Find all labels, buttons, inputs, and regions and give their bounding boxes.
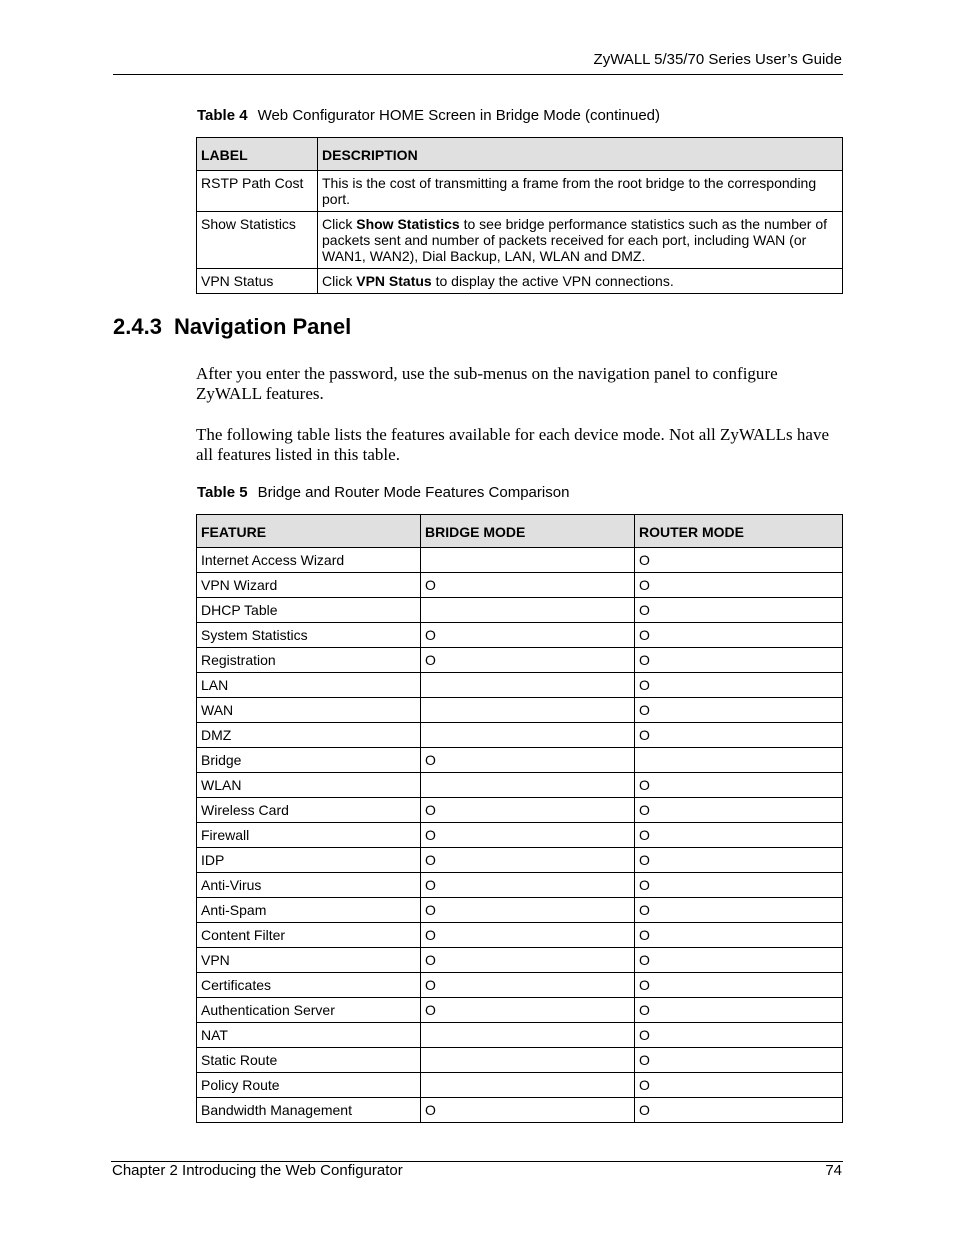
table5-cell-router-mode: O [635, 723, 843, 748]
table4-cell-label: VPN Status [197, 269, 318, 294]
table5-cell-feature: Policy Route [197, 1073, 421, 1098]
table5-cell-bridge-mode: O [421, 823, 635, 848]
table5-caption [197, 484, 569, 501]
table5-cell-feature: Firewall [197, 823, 421, 848]
table5-cell-bridge-mode: O [421, 898, 635, 923]
table-row [197, 998, 843, 1023]
table5-cell-feature: Bridge [197, 748, 421, 773]
table-row [197, 623, 843, 648]
table-row [197, 873, 843, 898]
table5-cell-bridge-mode: O [421, 573, 635, 598]
table5-cell-bridge-mode [421, 673, 635, 698]
table-row [197, 212, 843, 269]
table5-cell-feature: Registration [197, 648, 421, 673]
table5-cell-bridge-mode: O [421, 873, 635, 898]
table5-cell-router-mode: O [635, 923, 843, 948]
section-number: 2.4.3 [113, 314, 162, 339]
table-row [197, 573, 843, 598]
table5-cell-bridge-mode [421, 723, 635, 748]
table5-cell-feature: Static Route [197, 1048, 421, 1073]
table4-cell-description: This is the cost of transmitting a frame from the root bridge to the corresponding port. [318, 171, 843, 212]
table-row [197, 1048, 843, 1073]
table5 [196, 514, 843, 1123]
running-header-title: ZyWALL 5/35/70 Series User’s Guide [593, 51, 842, 68]
table5-caption-label: Table 5 [197, 484, 248, 501]
table-row [197, 923, 843, 948]
table5-cell-router-mode: O [635, 548, 843, 573]
table5-cell-bridge-mode [421, 598, 635, 623]
table5-cell-bridge-mode: O [421, 923, 635, 948]
table5-cell-router-mode: O [635, 698, 843, 723]
table5-cell-router-mode: O [635, 1023, 843, 1048]
table4-header-description: DESCRIPTION [318, 138, 843, 171]
table4-caption-text: Web Configurator HOME Screen in Bridge Mode (continued) [257, 107, 660, 124]
table-row [197, 773, 843, 798]
table5-cell-feature: DHCP Table [197, 598, 421, 623]
table5-cell-bridge-mode: O [421, 748, 635, 773]
table5-cell-bridge-mode [421, 773, 635, 798]
table-row [197, 171, 843, 212]
table-row [197, 748, 843, 773]
table5-cell-router-mode: O [635, 948, 843, 973]
table5-cell-feature: System Statistics [197, 623, 421, 648]
table5-cell-bridge-mode [421, 698, 635, 723]
table5-cell-feature: WAN [197, 698, 421, 723]
table4-cell-label: Show Statistics [197, 212, 318, 269]
table-row [197, 848, 843, 873]
table5-cell-router-mode: O [635, 673, 843, 698]
table5-cell-router-mode: O [635, 573, 843, 598]
table5-cell-feature: Certificates [197, 973, 421, 998]
table5-cell-feature: Content Filter [197, 923, 421, 948]
table5-cell-bridge-mode [421, 548, 635, 573]
table5-cell-bridge-mode [421, 1073, 635, 1098]
table5-header-router-mode: ROUTER MODE [635, 515, 843, 548]
table5-cell-router-mode: O [635, 1098, 843, 1123]
table5-cell-feature: Anti-Spam [197, 898, 421, 923]
table5-cell-bridge-mode: O [421, 948, 635, 973]
table-row [197, 973, 843, 998]
table-row [197, 948, 843, 973]
header-divider [113, 74, 843, 75]
table5-cell-feature: Authentication Server [197, 998, 421, 1023]
table5-cell-bridge-mode [421, 1048, 635, 1073]
table5-cell-feature: Anti-Virus [197, 873, 421, 898]
table4-cell-label: RSTP Path Cost [197, 171, 318, 212]
table5-cell-feature: Internet Access Wizard [197, 548, 421, 573]
table5-cell-bridge-mode: O [421, 648, 635, 673]
body-paragraph: The following table lists the features available for each device mode. Not all ZyWALLs have all features listed in this table. [196, 425, 830, 464]
table5-header-feature: FEATURE [197, 515, 421, 548]
table-row [197, 823, 843, 848]
table5-cell-bridge-mode [421, 1023, 635, 1048]
table5-header-bridge-mode: BRIDGE MODE [421, 515, 635, 548]
section-title: Navigation Panel [173, 314, 352, 339]
table-row [197, 548, 843, 573]
table5-cell-feature: Wireless Card [197, 798, 421, 823]
table5-cell-bridge-mode: O [421, 798, 635, 823]
table5-cell-feature: Bandwidth Management [197, 1098, 421, 1123]
table5-cell-bridge-mode: O [421, 623, 635, 648]
table5-cell-bridge-mode: O [421, 848, 635, 873]
table5-cell-router-mode: O [635, 798, 843, 823]
table5-cell-feature: LAN [197, 673, 421, 698]
table4-cell-description: Click Show Statistics to see bridge performance statistics such as the number of packets sent and number of packets received for each port, including WAN (or WAN1, WAN2), Dial Backup, LAN, WLAN and DMZ. [318, 212, 843, 269]
table4 [196, 137, 843, 294]
table-row [197, 269, 843, 294]
body-paragraph: After you enter the password, use the sub-menus on the navigation panel to configure ZyWALL features. [196, 364, 778, 403]
table4-caption [197, 107, 660, 124]
table5-cell-feature: WLAN [197, 773, 421, 798]
table4-caption-label: Table 4 [197, 107, 248, 124]
table5-cell-feature: NAT [197, 1023, 421, 1048]
table-row [197, 1023, 843, 1048]
table5-cell-router-mode: O [635, 623, 843, 648]
table-row [197, 798, 843, 823]
table-row [197, 1073, 843, 1098]
table-row [197, 598, 843, 623]
table-row [197, 648, 843, 673]
table5-cell-router-mode: O [635, 823, 843, 848]
table4-cell-description: Click VPN Status to display the active VPN connections. [318, 269, 843, 294]
table5-cell-router-mode [635, 748, 843, 773]
table5-cell-bridge-mode: O [421, 998, 635, 1023]
table5-cell-feature: IDP [197, 848, 421, 873]
table5-cell-bridge-mode: O [421, 1098, 635, 1123]
table-row [197, 698, 843, 723]
footer-chapter: Chapter 2 Introducing the Web Configurator [112, 1162, 403, 1179]
table5-cell-feature: VPN [197, 948, 421, 973]
table5-cell-router-mode: O [635, 648, 843, 673]
table5-cell-bridge-mode: O [421, 973, 635, 998]
table4-header-label: LABEL [197, 138, 318, 171]
table5-cell-router-mode: O [635, 898, 843, 923]
table5-cell-router-mode: O [635, 1073, 843, 1098]
section-heading [113, 314, 351, 340]
table5-caption-text: Bridge and Router Mode Features Comparison [257, 484, 570, 501]
page-number: 74 [825, 1162, 842, 1179]
table-row [197, 898, 843, 923]
table-row [197, 1098, 843, 1123]
table5-cell-router-mode: O [635, 773, 843, 798]
table-row [197, 723, 843, 748]
table5-cell-router-mode: O [635, 598, 843, 623]
table5-cell-router-mode: O [635, 848, 843, 873]
table5-cell-router-mode: O [635, 998, 843, 1023]
table5-cell-router-mode: O [635, 1048, 843, 1073]
table-row [197, 673, 843, 698]
table5-cell-feature: DMZ [197, 723, 421, 748]
table5-cell-router-mode: O [635, 973, 843, 998]
table5-cell-router-mode: O [635, 873, 843, 898]
table5-cell-feature: VPN Wizard [197, 573, 421, 598]
